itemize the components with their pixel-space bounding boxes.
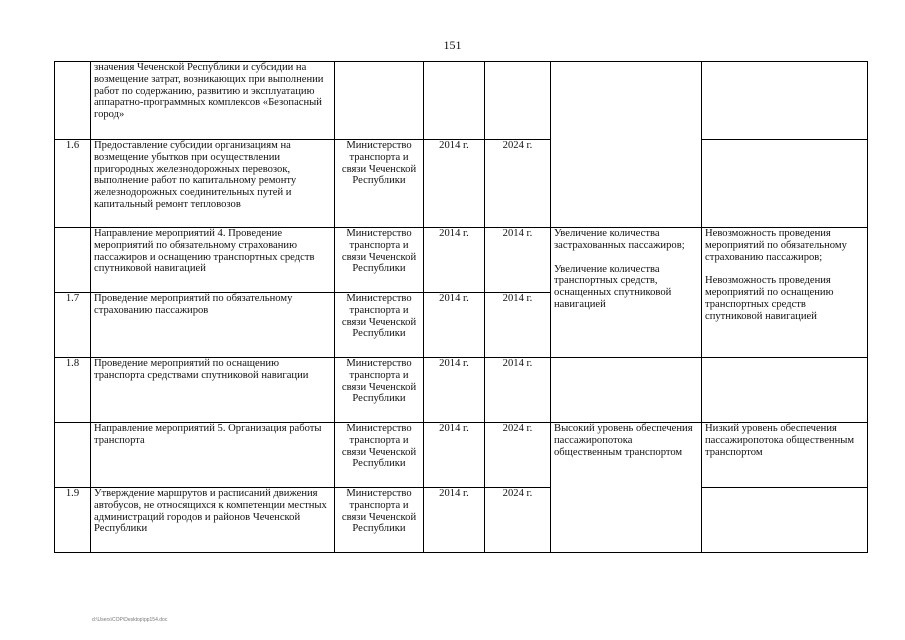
row-number: 1.6 (55, 140, 91, 228)
measure-name: Проведение мероприятий по оснащению транспорта средствами спутниковой навигации (91, 358, 335, 423)
executor (335, 62, 424, 140)
measure-name: значения Чеченской Республики и субсидии на возмещение затрат, возникающих при выполнении работ по содержанию, развитию и эксплуатацию аппаратно-программных комплексов «Безопасный город» (91, 62, 335, 140)
page-number: 151 (443, 38, 462, 52)
executor: Министерство транспорта и связи Чеченской Республики (335, 293, 424, 358)
result-text: Увеличение количества застрахованных пассажиров; (554, 228, 685, 251)
start-year: 2014 г. (424, 140, 485, 228)
measure-name: Проведение мероприятий по обязательному страхованию пассажиров (91, 293, 335, 358)
file-path-footer: d:\Users\COP\Desktop\pp154.doc (92, 617, 168, 623)
table-row (55, 358, 868, 423)
program-measures-table (54, 61, 868, 553)
consequence-cell-empty (702, 358, 868, 423)
consequence (702, 228, 868, 358)
end-year: 2014 г. (485, 293, 551, 358)
row-number: 1.8 (55, 358, 91, 423)
consequence: Низкий уровень обеспечения пассажиропотока общественным транспортом (702, 423, 868, 488)
measure-name: Предоставление субсидии организациям на возмещение убытков при осуществлении пригородных железнодорожных перевозок, выполнение работ по капитальному ремонту железнодорожных соединительных путей и капитальный ремонт тепловозов (91, 140, 335, 228)
expected-result (551, 228, 702, 358)
table-row (55, 140, 868, 228)
consequence-cell-empty (702, 488, 868, 553)
result-text: Увеличение количества транспортных средств, оснащенных спутниковой навигацией (554, 263, 672, 310)
table-row (55, 488, 868, 553)
start-year: 2014 г. (424, 423, 485, 488)
expected-result: Высокий уровень обеспечения пассажиропотока общественным транспортом (551, 423, 702, 553)
executor: Министерство транспорта и связи Чеченской Республики (335, 228, 424, 293)
consequence-text: Невозможность проведения мероприятий по оснащению транспортных средств спутниковой навигацией (705, 275, 834, 322)
row-number (55, 228, 91, 293)
consequence-cell-empty (702, 62, 868, 140)
row-number (55, 423, 91, 488)
table-row (55, 228, 868, 293)
start-year (424, 62, 485, 140)
end-year: 2024 г. (485, 423, 551, 488)
consequence-text: Невозможность проведения мероприятий по обязательному страхованию пассажиров; (705, 228, 847, 263)
executor: Министерство транспорта и связи Чеченской Республики (335, 140, 424, 228)
executor: Министерство транспорта и связи Чеченской Республики (335, 423, 424, 488)
table-row (55, 62, 868, 140)
table-row (55, 423, 868, 488)
start-year: 2014 г. (424, 488, 485, 553)
measure-name: Направление мероприятий 5. Организация работы транспорта (91, 423, 335, 488)
end-year: 2014 г. (485, 358, 551, 423)
measure-name: Утверждение маршрутов и расписаний движения автобусов, не относящихся к компетенции местных администраций городов и районов Чеченской Республики (91, 488, 335, 553)
executor: Министерство транспорта и связи Чеченской Республики (335, 488, 424, 553)
row-number: 1.7 (55, 293, 91, 358)
consequence-cell-empty (702, 140, 868, 228)
row-number: 1.9 (55, 488, 91, 553)
result-cell-empty (551, 358, 702, 423)
result-cell-empty (551, 62, 702, 228)
end-year: 2014 г. (485, 228, 551, 293)
start-year: 2014 г. (424, 228, 485, 293)
end-year (485, 62, 551, 140)
start-year: 2014 г. (424, 293, 485, 358)
measure-name: Направление мероприятий 4. Проведение мероприятий по обязательному страхованию пассажиров и оснащению транспортных средств спутниковой навигацией (91, 228, 335, 293)
end-year: 2024 г. (485, 140, 551, 228)
start-year: 2014 г. (424, 358, 485, 423)
row-number (55, 62, 91, 140)
end-year: 2024 г. (485, 488, 551, 553)
executor: Министерство транспорта и связи Чеченской Республики (335, 358, 424, 423)
